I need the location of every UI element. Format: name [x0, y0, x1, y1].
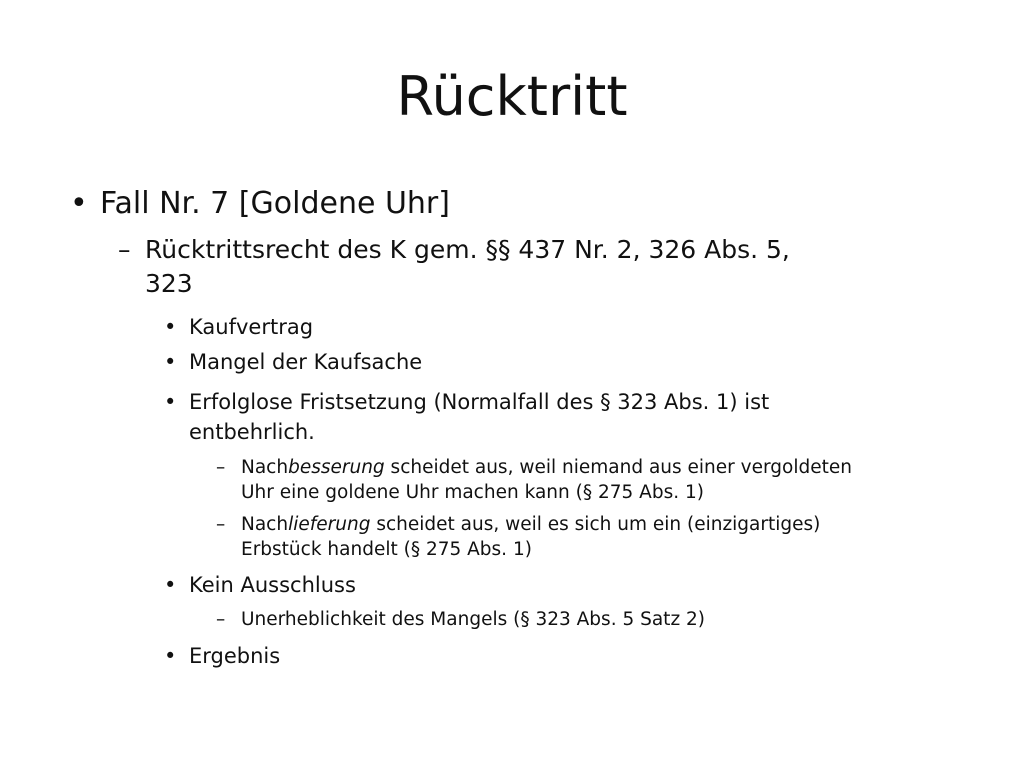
word-italic: lieferung: [288, 514, 371, 535]
list-item-nachlieferung-line-2: Erbstück handelt (§ 275 Abs. 1): [241, 539, 532, 560]
word-rest: scheidet aus, weil niemand aus einer vergoldeten: [384, 457, 852, 478]
list-item-kein-ausschluss: Kein Ausschluss: [189, 573, 356, 597]
list-item-level-1: Fall Nr. 7 [Goldene Uhr]: [100, 186, 450, 221]
bullet-level-3: •: [164, 644, 177, 668]
bullet-level-3: •: [164, 573, 177, 597]
list-item-fristsetzung-line-2: entbehrlich.: [189, 420, 315, 444]
list-item-nachbesserung-line-1: [241, 455, 852, 480]
bullet-level-3: •: [164, 390, 177, 414]
word-rest: scheidet aus, weil es sich um ein (einzigartiges): [370, 514, 821, 535]
list-item-fristsetzung-line-1: Erfolglose Fristsetzung (Normalfall des § 323 Abs. 1) ist: [189, 390, 770, 414]
slide-title: Rücktritt: [396, 65, 628, 128]
list-item-nachlieferung-line-1: [241, 512, 820, 537]
word-prefix: Nach: [241, 514, 289, 535]
word-italic: besserung: [288, 457, 385, 478]
dash-level-4: –: [216, 514, 226, 535]
dash-level-4: –: [216, 609, 226, 630]
bullet-level-3: •: [164, 315, 177, 339]
list-item-level-2-line-1: Rücktrittsrecht des K gem. §§ 437 Nr. 2, 326 Abs. 5,: [145, 235, 790, 264]
dash-level-2: –: [118, 235, 131, 264]
list-item-mangel: Mangel der Kaufsache: [189, 350, 423, 374]
list-item-nachbesserung-line-2: Uhr eine goldene Uhr machen kann (§ 275 Abs. 1): [241, 482, 704, 503]
list-item-level-2-line-2: 323: [145, 269, 193, 298]
bullet-level-1: •: [70, 186, 88, 221]
word-prefix: Nach: [241, 457, 289, 478]
dash-level-4: –: [216, 457, 226, 478]
bullet-level-3: •: [164, 350, 177, 374]
list-item-ergebnis: Ergebnis: [189, 644, 281, 668]
list-item-unerheblichkeit: Unerheblichkeit des Mangels (§ 323 Abs. 5 Satz 2): [241, 609, 706, 630]
list-item-kaufvertrag: Kaufvertrag: [189, 315, 314, 339]
